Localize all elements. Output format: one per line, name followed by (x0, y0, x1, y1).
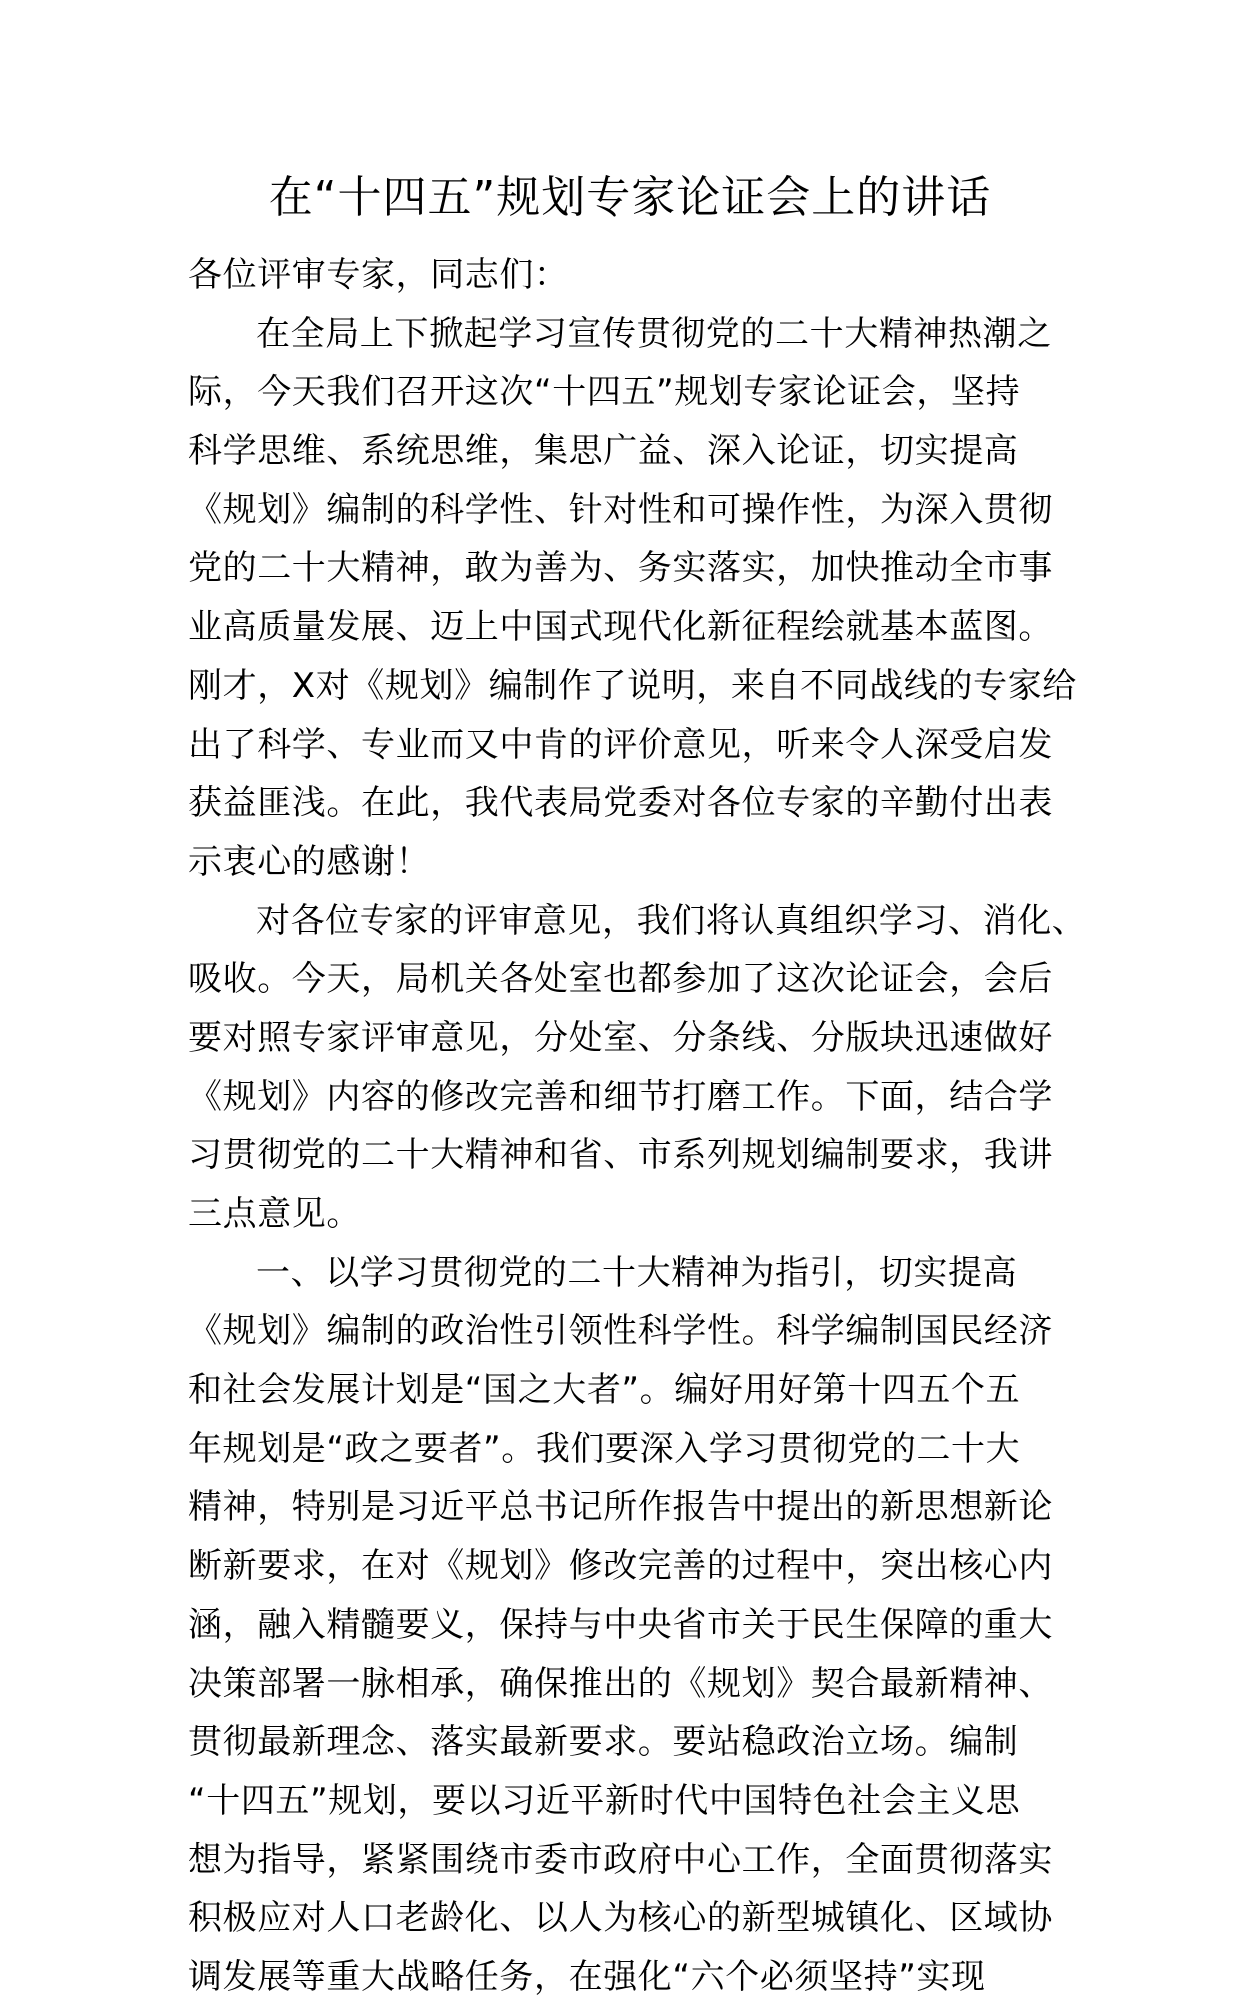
paragraph-line: 示衷心的感谢！ (188, 841, 431, 882)
paragraph-line: 在全局上下掀起学习宣传贯彻党的二十大精神热潮之 (256, 313, 1052, 354)
paragraph-line: 《规划》内容的修改完善和细节打磨工作。下面，结合学 (188, 1076, 1053, 1117)
paragraph-line: 贯彻最新理念、落实最新要求。要站稳政治立场。编制 (188, 1722, 1019, 1763)
paragraph-line: 科学思维、系统思维，集思广益、深入论证，切实提高 (188, 431, 1019, 472)
paragraph-line: 决策部署一脉相承，确保推出的《规划》契合最新精神、 (188, 1663, 1053, 1704)
paragraph-line: 要对照专家评审意见，分处室、分条线、分版块迅速做好 (188, 1017, 1053, 1058)
paragraph-line: 《规划》编制的政治性引领性科学性。科学编制国民经济 (188, 1311, 1053, 1352)
paragraph-line: 涵，融入精髓要义，保持与中央省市关于民生保障的重大 (188, 1604, 1053, 1645)
paragraph-line: 《规划》编制的科学性、针对性和可操作性，为深入贯彻 (188, 489, 1053, 530)
paragraph-line: 获益匪浅。在此，我代表局党委对各位专家的辛勤付出表 (188, 783, 1053, 824)
paragraph-line: 习贯彻党的二十大精神和省、市系列规划编制要求，我讲 (188, 1135, 1053, 1176)
salutation-line: 各位评审专家，同志们： (188, 255, 569, 295)
paragraph-line: 一、以学习贯彻党的二十大精神为指引，切实提高 (256, 1252, 1018, 1293)
document-title: 在“十四五”规划专家论证会上的讲话 (268, 172, 992, 223)
paragraph-line: 吸收。今天，局机关各处室也都参加了这次论证会，会后 (188, 959, 1053, 1000)
paragraph-line: 出了科学、专业而又中肯的评价意见，听来令人深受启发 (188, 724, 1053, 765)
paragraph-line: 精神，特别是习近平总书记所作报告中提出的新思想新论 (188, 1487, 1053, 1528)
paragraph-line: 积极应对人口老龄化、以人为核心的新型城镇化、区域协 (188, 1898, 1053, 1939)
paragraph-line: 际，今天我们召开这次“十四五”规划专家论证会，坚持 (188, 372, 1021, 413)
paragraph-line: 和社会发展计划是“国之大者”。编好用好第十四五个五 (188, 1370, 1021, 1411)
paragraph-line: 调发展等重大战略任务，在强化“六个必须坚持”实现 (188, 1956, 986, 1997)
paragraph-line: 年规划是“政之要者”。我们要深入学习贯彻党的二十大 (188, 1428, 1021, 1469)
paragraph-line: 党的二十大精神，敢为善为、务实落实，加快推动全市事 (188, 548, 1053, 589)
paragraph-line: 想为指导，紧紧围绕市委市政府中心工作，全面贯彻落实 (188, 1839, 1053, 1880)
paragraph-line: 三点意见。 (188, 1194, 361, 1234)
paragraph-line: 对各位专家的评审意见，我们将认真组织学习、消化、 (256, 900, 1087, 941)
paragraph-line: “十四五”规划，要以习近平新时代中国特色社会主义思 (188, 1780, 1021, 1821)
paragraph-line: 业高质量发展、迈上中国式现代化新征程绘就基本蓝图。 (188, 607, 1053, 648)
document-body (188, 246, 1087, 2007)
paragraph-line: 刚才，X对《规划》编制作了说明，来自不同战线的专家给 (188, 665, 1077, 706)
paragraph-line: 断新要求，在对《规划》修改完善的过程中，突出核心内 (188, 1546, 1053, 1587)
